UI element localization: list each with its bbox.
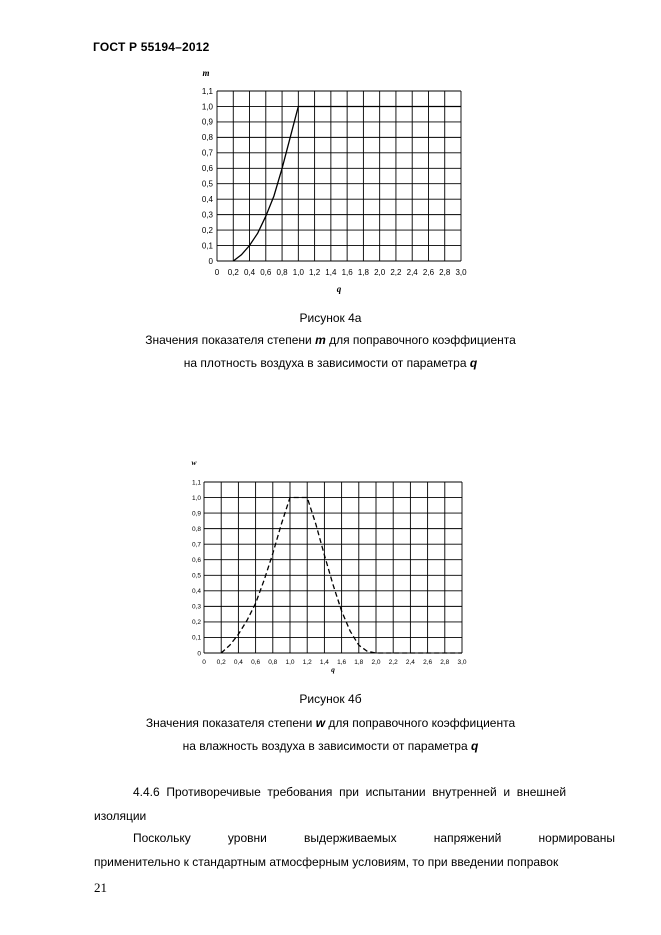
y-tick-label: 0: [208, 256, 213, 266]
y-tick-label: 1,0: [191, 494, 201, 502]
x-tick-label: 1,8: [354, 659, 364, 666]
y-tick-label: 0,6: [191, 557, 201, 565]
y-tick-label: 0,4: [201, 194, 213, 204]
y-tick-label: 0,2: [201, 225, 213, 235]
document-header: ГОСТ Р 55194–2012: [93, 40, 210, 54]
y-tick-label: 0,1: [191, 634, 201, 642]
figure-4a-chart: [0, 60, 661, 300]
x-tick-label: 1,2: [302, 659, 312, 666]
x-tick-label: 0,2: [227, 268, 239, 277]
word: Поскольку: [133, 831, 191, 845]
y-tick-label: 0,7: [191, 541, 201, 549]
x-tick-label: 2,6: [422, 268, 435, 277]
x-tick-label: 1,4: [319, 659, 329, 666]
word: выдерживаемых: [304, 831, 397, 845]
y-tick-label: 1,0: [201, 102, 213, 112]
x-tick-label: 0,6: [251, 659, 261, 666]
figure-4b-caption-line2: [0, 739, 661, 753]
word: уровни: [227, 831, 267, 845]
x-axis-label: q: [331, 665, 335, 674]
caption-text: на плотность воздуха в зависимости от параметра: [183, 356, 470, 370]
y-tick-label: 0,8: [201, 133, 213, 143]
y-axis-label: m: [202, 68, 210, 78]
y-tick-label: 0,7: [201, 148, 213, 158]
x-tick-label: 2,6: [423, 659, 433, 666]
x-tick-label: 2,2: [390, 268, 402, 277]
y-tick-label: 0,4: [191, 588, 201, 596]
paragraph-2-line1: [133, 825, 615, 851]
x-tick-label: 1,8: [357, 268, 369, 277]
x-tick-label: 2,4: [405, 659, 415, 666]
symbol-m: m: [315, 333, 326, 347]
figure-4a-caption-line1: [0, 333, 661, 347]
figure-4a-caption-line2: [0, 356, 661, 370]
y-tick-label: 1,1: [191, 479, 201, 487]
x-tick-label: 0,4: [233, 659, 243, 666]
x-tick-label: 0,2: [216, 659, 226, 666]
x-tick-label: 1,2: [309, 268, 321, 277]
symbol-q: q: [469, 356, 478, 370]
y-tick-label: 0,1: [201, 241, 213, 251]
x-tick-label: 3,0: [457, 659, 467, 666]
word: напряжений: [433, 831, 502, 845]
caption-text: для поправочного коэффициента: [325, 716, 516, 730]
paragraph-2-line2: применительно к стандартным атмосферным условиям, то при введении поправок: [94, 855, 559, 869]
x-axis-label: q: [336, 284, 342, 294]
x-tick-label: 1,0: [285, 659, 295, 666]
y-axis-label: w: [191, 458, 197, 467]
x-tick-label: 2,0: [374, 268, 386, 277]
caption-text: для поправочного коэффициента: [325, 333, 516, 347]
x-tick-label: 0: [214, 268, 220, 277]
y-tick-label: 0,2: [191, 619, 201, 627]
text: 4.4.6 Противоречивые требования при испытании внутренней и внешней: [133, 785, 567, 799]
x-tick-label: 1,0: [292, 268, 304, 277]
y-tick-label: 0,9: [191, 510, 201, 518]
x-tick-label: 2,0: [371, 659, 381, 666]
figure-4b-caption-line1: [0, 716, 661, 730]
y-tick-label: 0,3: [201, 210, 213, 220]
y-tick-label: 0,5: [201, 179, 213, 189]
caption-text: на влажность воздуха в зависимости от параметра: [182, 739, 471, 753]
y-tick-label: 0,9: [201, 117, 213, 127]
caption-text: Значения показателя степени: [145, 716, 316, 730]
x-tick-label: 0,8: [276, 268, 288, 277]
figure-4a-title: Рисунок 4а: [299, 311, 362, 325]
word: нормированы: [538, 831, 615, 845]
x-tick-label: 2,4: [406, 268, 418, 277]
x-tick-label: 0,4: [243, 268, 256, 277]
y-tick-label: 0,8: [191, 525, 201, 533]
page-number: 21: [94, 880, 107, 895]
paragraph-4-4-6-line1: [133, 779, 615, 805]
y-tick-label: 1,1: [201, 86, 213, 96]
figure-4b-chart: [0, 452, 661, 682]
x-tick-label: 2,8: [439, 268, 451, 277]
figure-4b-title: Рисунок 4б: [299, 692, 362, 706]
symbol-w: w: [315, 716, 326, 730]
paragraph-4-4-6-line2: изоляции: [94, 809, 147, 823]
x-tick-label: 1,6: [337, 659, 347, 666]
x-tick-label: 0,8: [268, 659, 278, 666]
x-tick-label: 3,0: [455, 268, 467, 277]
x-tick-label: 2,2: [388, 659, 398, 666]
symbol-q: q: [470, 739, 479, 753]
x-tick-label: 0,6: [260, 268, 272, 277]
y-tick-label: 0,5: [191, 572, 201, 580]
caption-text: Значения показателя степени: [145, 333, 316, 347]
x-tick-label: 1,4: [325, 268, 337, 277]
x-tick-label: 0: [202, 659, 206, 666]
x-tick-label: 1,6: [341, 268, 353, 277]
y-tick-label: 0,3: [191, 603, 201, 611]
y-tick-label: 0: [197, 650, 201, 658]
x-tick-label: 2,8: [440, 659, 450, 666]
y-tick-label: 0,6: [201, 164, 213, 174]
